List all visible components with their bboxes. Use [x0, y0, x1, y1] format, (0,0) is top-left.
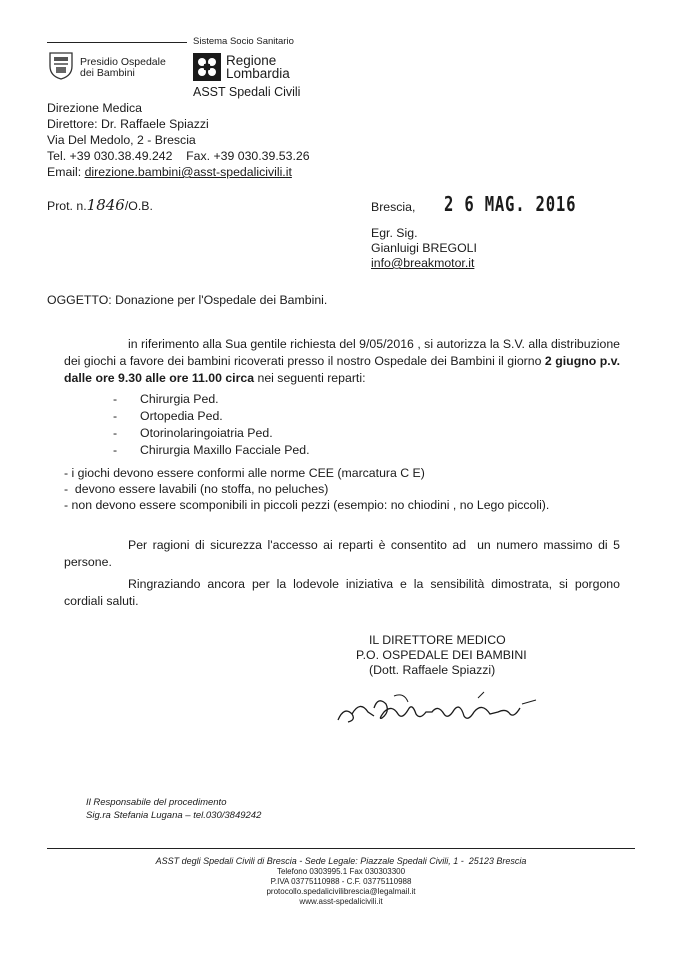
sender-address: Via Del Medolo, 2 - Brescia: [47, 133, 196, 147]
sender-email-link[interactable]: direzione.bambini@asst-spedalicivili.it: [84, 165, 292, 179]
department-label: Chirurgia Ped.: [140, 392, 219, 406]
footer-rule: [47, 848, 635, 849]
signature-title1: IL DIRETTORE MEDICO: [369, 633, 506, 647]
rule-item: - devono essere lavabili (no stoffa, no peluches): [64, 482, 329, 496]
department-label: Otorinolaringoiatria Ped.: [140, 426, 273, 440]
sender-department: Direzione Medica: [47, 101, 143, 115]
region-line2: Lombardia: [226, 66, 290, 81]
protocol-row: [47, 196, 153, 214]
sender-phone-fax: Tel. +39 030.38.49.242 Fax. +39 030.39.53.26: [47, 149, 310, 163]
department-item: -: [113, 409, 118, 423]
sender-email-label: Email:: [47, 165, 85, 179]
asst-name: ASST Spedali Civili: [193, 85, 301, 99]
para1-start: in riferimento alla Sua gentile richiesta del 9/05/2016 , si autorizza la S.V. alla distribuzione dei giochi a favore dei bambini ricoverati presso il nostro Ospedale dei Bambini il giorno: [64, 337, 620, 368]
sender-email-row: [47, 165, 292, 179]
rule-item: - i giochi devono essere conformi alle norme CEE (marcatura C E): [64, 466, 425, 480]
rule-item: - non devono essere scomponibili in piccoli pezzi (esempio: no chiodini , no Lego piccoli).: [64, 498, 550, 512]
place: Brescia,: [371, 200, 416, 214]
presidio-crest-icon: [48, 50, 74, 80]
handwritten-signature: [334, 690, 540, 730]
footer-line1: ASST degli Spedali Civili di Brescia - Sede Legale: Piazzale Spedali Civili, 1 - 25123 Brescia: [155, 856, 527, 866]
recipient-email-link[interactable]: info@breakmotor.it: [371, 256, 475, 270]
protocol-prefix: Prot. n.: [47, 199, 87, 213]
footer-line4: protocollo.spedalicivilibrescia@legalmail.it: [266, 887, 416, 896]
body-paragraph-1: [64, 336, 620, 387]
recipient-salutation: Egr. Sig.: [371, 226, 418, 240]
department-item: -: [113, 392, 118, 406]
subject-text: Donazione per l'Ospedale dei Bambini.: [115, 293, 328, 307]
sender-director: Direttore: Dr. Raffaele Spiazzi: [47, 117, 209, 131]
subject-label: OGGETTO:: [47, 293, 112, 307]
para1-bold: 2 giugno p.v. dalle ore 9.30 alle ore 11.00 circa: [64, 354, 620, 385]
signature-title2: P.O. OSPEDALE DEI BAMBINI: [356, 648, 527, 662]
presidio-line1: Presidio Ospedale: [80, 56, 166, 68]
responsible-line2: Sig.ra Stefania Lugana – tel.030/3849242: [86, 810, 262, 821]
signature-name: (Dott. Raffaele Spiazzi): [369, 663, 496, 677]
para1-end: nei seguenti reparti:: [254, 371, 366, 385]
body-paragraph-3: Ringraziando ancora per la lodevole iniziativa e la sensibilità dimostrata, si porgono cordiali saluti.: [64, 577, 620, 608]
footer-line5: www.asst-spedalicivili.it: [299, 897, 383, 906]
department-label: Chirurgia Maxillo Facciale Ped.: [140, 443, 310, 457]
regione-lombardia-logo-icon: [193, 53, 221, 81]
header-rule-top: [47, 42, 187, 43]
presidio-line2: dei Bambini: [80, 67, 135, 79]
footer-line3: P.IVA 03775110988 - C.F. 03775110988: [270, 877, 412, 886]
subject-row: [47, 293, 327, 307]
recipient-name: Gianluigi BREGOLI: [371, 241, 477, 255]
region-line1: Regione: [226, 53, 277, 68]
system-label: Sistema Socio Sanitario: [193, 36, 294, 47]
body-paragraph-2: Per ragioni di sicurezza l'accesso ai reparti è consentito ad un numero massimo di 5 persone.: [64, 538, 624, 569]
date-stamp: 2 6 MAG. 2016: [444, 192, 577, 216]
department-item: -: [113, 443, 118, 457]
department-item: -: [113, 426, 118, 440]
footer-line2: Telefono 0303995.1 Fax 030303300: [276, 867, 406, 876]
responsible-line1: Il Responsabile del procedimento: [86, 797, 227, 808]
protocol-number: 1846: [86, 196, 125, 214]
protocol-suffix: /O.B.: [124, 199, 153, 213]
department-label: Ortopedia Ped.: [140, 409, 223, 423]
